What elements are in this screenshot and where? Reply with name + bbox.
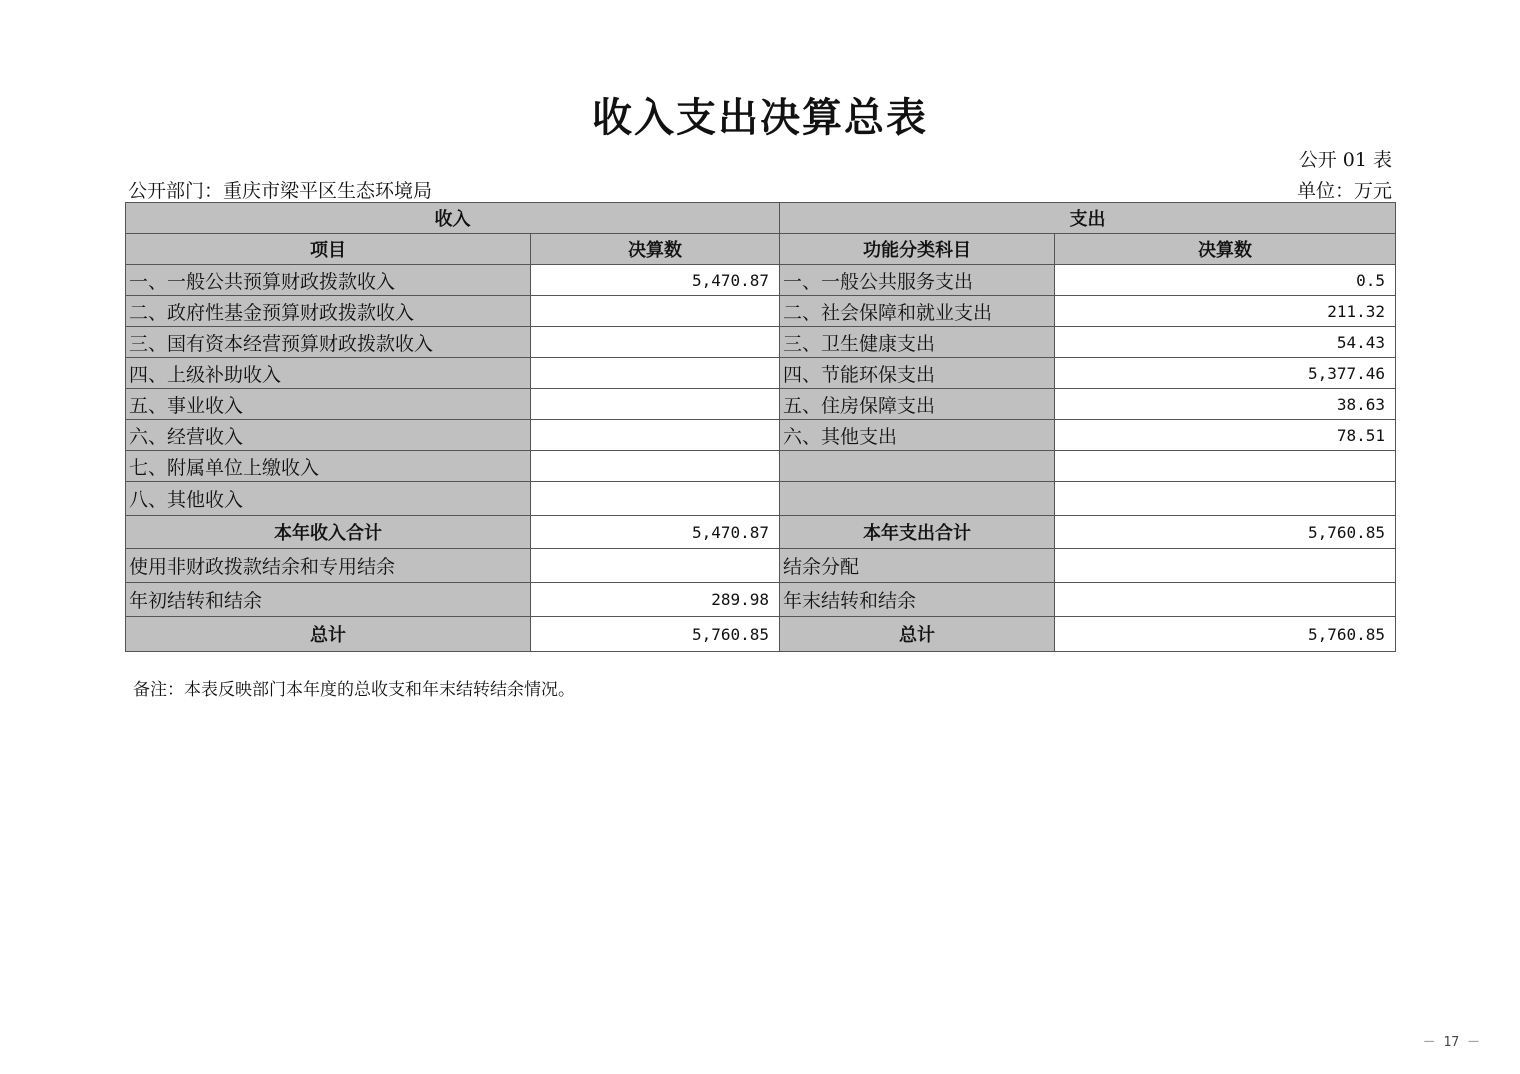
table-row (126, 451, 1396, 482)
income-amount (531, 389, 780, 420)
year-total-row (126, 516, 1396, 549)
expense-item: 五、住房保障支出 (780, 389, 1055, 420)
expense-item (780, 482, 1055, 516)
income-amount (531, 358, 780, 389)
income-item: 八、其他收入 (126, 482, 531, 516)
grand-income-total-amount: 5,760.85 (531, 617, 780, 652)
table-row (126, 482, 1396, 516)
grand-expense-total-amount: 5,760.85 (1055, 617, 1396, 652)
col-category-header: 功能分类科目 (780, 234, 1055, 265)
income-amount (531, 296, 780, 327)
table-row (126, 358, 1396, 389)
year-income-total-amount: 5,470.87 (531, 516, 780, 549)
section-header-row (126, 203, 1396, 234)
grand-total-row (126, 617, 1396, 652)
table-row (126, 583, 1396, 617)
table-row (126, 327, 1396, 358)
expense-amount: 54.43 (1055, 327, 1396, 358)
year-expense-total-amount: 5,760.85 (1055, 516, 1396, 549)
income-item: 使用非财政拨款结余和专用结余 (126, 549, 531, 583)
income-item: 六、经营收入 (126, 420, 531, 451)
column-header-row (126, 234, 1396, 265)
table-note: 备注：本表反映部门本年度的总收支和年末结转结余情况。 (133, 680, 575, 700)
grand-expense-total-label: 总计 (780, 617, 1055, 652)
unit-label: 单位：万元 (1296, 180, 1392, 202)
income-item: 五、事业收入 (126, 389, 531, 420)
expense-amount (1055, 482, 1396, 516)
income-item: 七、附属单位上缴收入 (126, 451, 531, 482)
expense-item: 三、卫生健康支出 (780, 327, 1055, 358)
col-amount2-header: 决算数 (1055, 234, 1396, 265)
income-item: 一、一般公共预算财政拨款收入 (126, 265, 531, 296)
expense-item (780, 451, 1055, 482)
income-amount: 5,470.87 (531, 265, 780, 296)
col-item-header: 项目 (126, 234, 531, 265)
income-amount: 289.98 (531, 583, 780, 617)
table-row (126, 389, 1396, 420)
income-amount (531, 451, 780, 482)
income-item: 四、上级补助收入 (126, 358, 531, 389)
income-amount (531, 549, 780, 583)
page-title: 收入支出决算总表 (592, 95, 928, 141)
expense-amount: 0.5 (1055, 265, 1396, 296)
table-row (126, 296, 1396, 327)
income-item: 三、国有资本经营预算财政拨款收入 (126, 327, 531, 358)
expense-item: 四、节能环保支出 (780, 358, 1055, 389)
table-row (126, 549, 1396, 583)
form-number: 公开 01 表 (1298, 149, 1392, 171)
expense-amount: 211.32 (1055, 296, 1396, 327)
year-expense-total-label: 本年支出合计 (780, 516, 1055, 549)
expense-amount: 78.51 (1055, 420, 1396, 451)
income-amount (531, 420, 780, 451)
department-label: 公开部门：重庆市梁平区生态环境局 (128, 180, 433, 202)
expense-item: 六、其他支出 (780, 420, 1055, 451)
expense-amount (1055, 549, 1396, 583)
expense-amount: 5,377.46 (1055, 358, 1396, 389)
expense-amount (1055, 451, 1396, 482)
expense-amount (1055, 583, 1396, 617)
col-amount-header: 决算数 (531, 234, 780, 265)
expense-header: 支出 (780, 203, 1396, 234)
income-item: 年初结转和结余 (126, 583, 531, 617)
income-amount (531, 482, 780, 516)
expense-item: 结余分配 (780, 549, 1055, 583)
income-amount (531, 327, 780, 358)
income-header: 收入 (126, 203, 780, 234)
page-number: － 17 － (1422, 1035, 1480, 1050)
expense-amount: 38.63 (1055, 389, 1396, 420)
expense-item: 年末结转和结余 (780, 583, 1055, 617)
year-income-total-label: 本年收入合计 (126, 516, 531, 549)
table-row (126, 420, 1396, 451)
income-item: 二、政府性基金预算财政拨款收入 (126, 296, 531, 327)
expense-item: 一、一般公共服务支出 (780, 265, 1055, 296)
income-expense-table (125, 202, 1396, 652)
grand-income-total-label: 总计 (126, 617, 531, 652)
expense-item: 二、社会保障和就业支出 (780, 296, 1055, 327)
table-row (126, 265, 1396, 296)
